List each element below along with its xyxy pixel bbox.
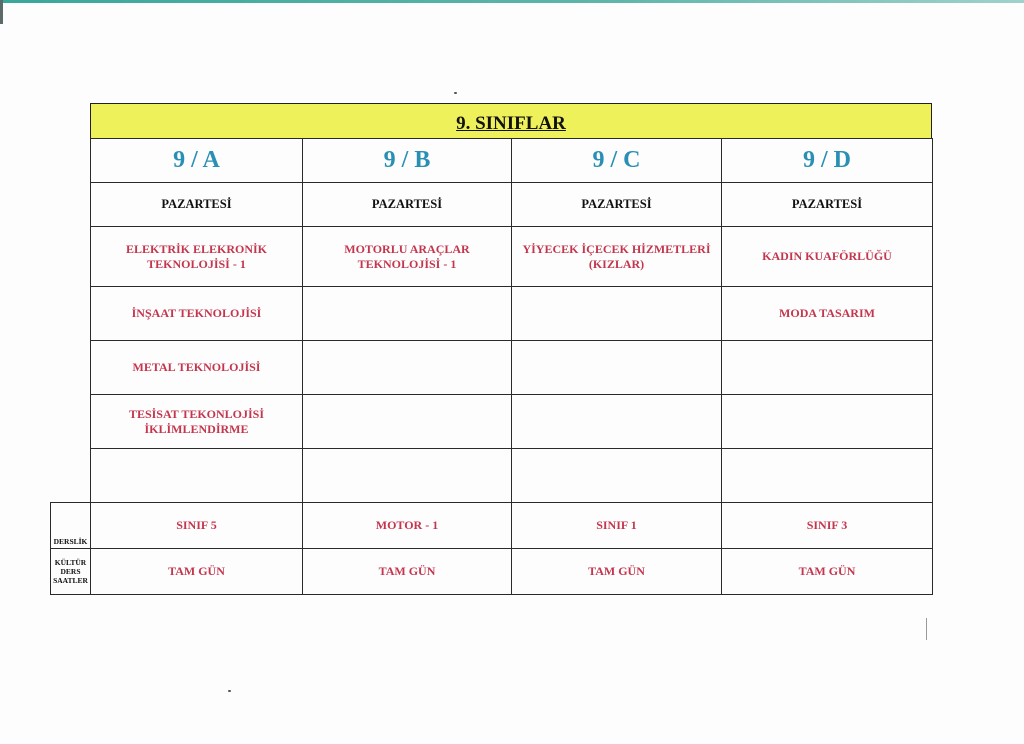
kultur-cell: TAM GÜN [303, 549, 512, 595]
day-row [51, 183, 933, 227]
course-cell: MODA TASARIM [722, 287, 933, 341]
scan-speck [454, 92, 457, 94]
day-cell-9a: PAZARTESİ [91, 183, 303, 227]
scan-edge-left [0, 0, 3, 24]
corner-blank [51, 227, 91, 287]
scan-edge-top [0, 0, 1024, 3]
derslik-cell: MOTOR - 1 [303, 503, 512, 549]
course-cell [303, 449, 512, 503]
derslik-cell: SINIF 1 [512, 503, 722, 549]
course-row-3 [51, 341, 933, 395]
scan-mark [926, 618, 927, 640]
course-cell [303, 287, 512, 341]
corner-blank [51, 341, 91, 395]
course-cell [512, 287, 722, 341]
class-heading-row [51, 139, 933, 183]
course-cell [512, 449, 722, 503]
page-title: 9. SINIFLAR [456, 113, 566, 134]
course-row-4 [51, 395, 933, 449]
title-banner [90, 103, 932, 139]
course-cell: İNŞAAT TEKNOLOJİSİ [91, 287, 303, 341]
class-heading-9a: 9 / A [91, 139, 303, 183]
kultur-row [51, 549, 933, 595]
class-heading-9c: 9 / C [512, 139, 722, 183]
day-cell-9c: PAZARTESİ [512, 183, 722, 227]
derslik-cell: SINIF 5 [91, 503, 303, 549]
course-cell [303, 395, 512, 449]
course-cell [512, 395, 722, 449]
scan-speck [228, 690, 231, 692]
kultur-cell: TAM GÜN [91, 549, 303, 595]
course-cell [722, 341, 933, 395]
row-label-derslik: DERSLİK [51, 503, 91, 549]
course-cell [303, 341, 512, 395]
derslik-cell: SINIF 3 [722, 503, 933, 549]
class-heading-9d: 9 / D [722, 139, 933, 183]
course-cell: ELEKTRİK ELEKRONİK TEKNOLOJİSİ - 1 [91, 227, 303, 287]
course-cell [91, 449, 303, 503]
course-cell: YİYECEK İÇECEK HİZMETLERİ (KIZLAR) [512, 227, 722, 287]
course-cell: METAL TEKNOLOJİSİ [91, 341, 303, 395]
course-cell: TESİSAT TEKONLOJİSİ İKLİMLENDİRME [91, 395, 303, 449]
derslik-row [51, 503, 933, 549]
corner-blank [51, 287, 91, 341]
day-cell-9b: PAZARTESİ [303, 183, 512, 227]
corner-blank [51, 449, 91, 503]
course-cell [722, 449, 933, 503]
class-heading-9b: 9 / B [303, 139, 512, 183]
timetable [50, 138, 933, 595]
corner-blank [51, 139, 91, 183]
course-cell [722, 395, 933, 449]
course-cell: KADIN KUAFÖRLÜĞÜ [722, 227, 933, 287]
course-row-2 [51, 287, 933, 341]
day-cell-9d: PAZARTESİ [722, 183, 933, 227]
kultur-cell: TAM GÜN [722, 549, 933, 595]
course-cell [512, 341, 722, 395]
row-label-kultur: KÜLTÜR DERS SAATLER [51, 549, 91, 595]
corner-blank [51, 395, 91, 449]
kultur-cell: TAM GÜN [512, 549, 722, 595]
course-row-5 [51, 449, 933, 503]
course-row-1 [51, 227, 933, 287]
course-cell: MOTORLU ARAÇLAR TEKNOLOJİSİ - 1 [303, 227, 512, 287]
corner-blank [51, 183, 91, 227]
